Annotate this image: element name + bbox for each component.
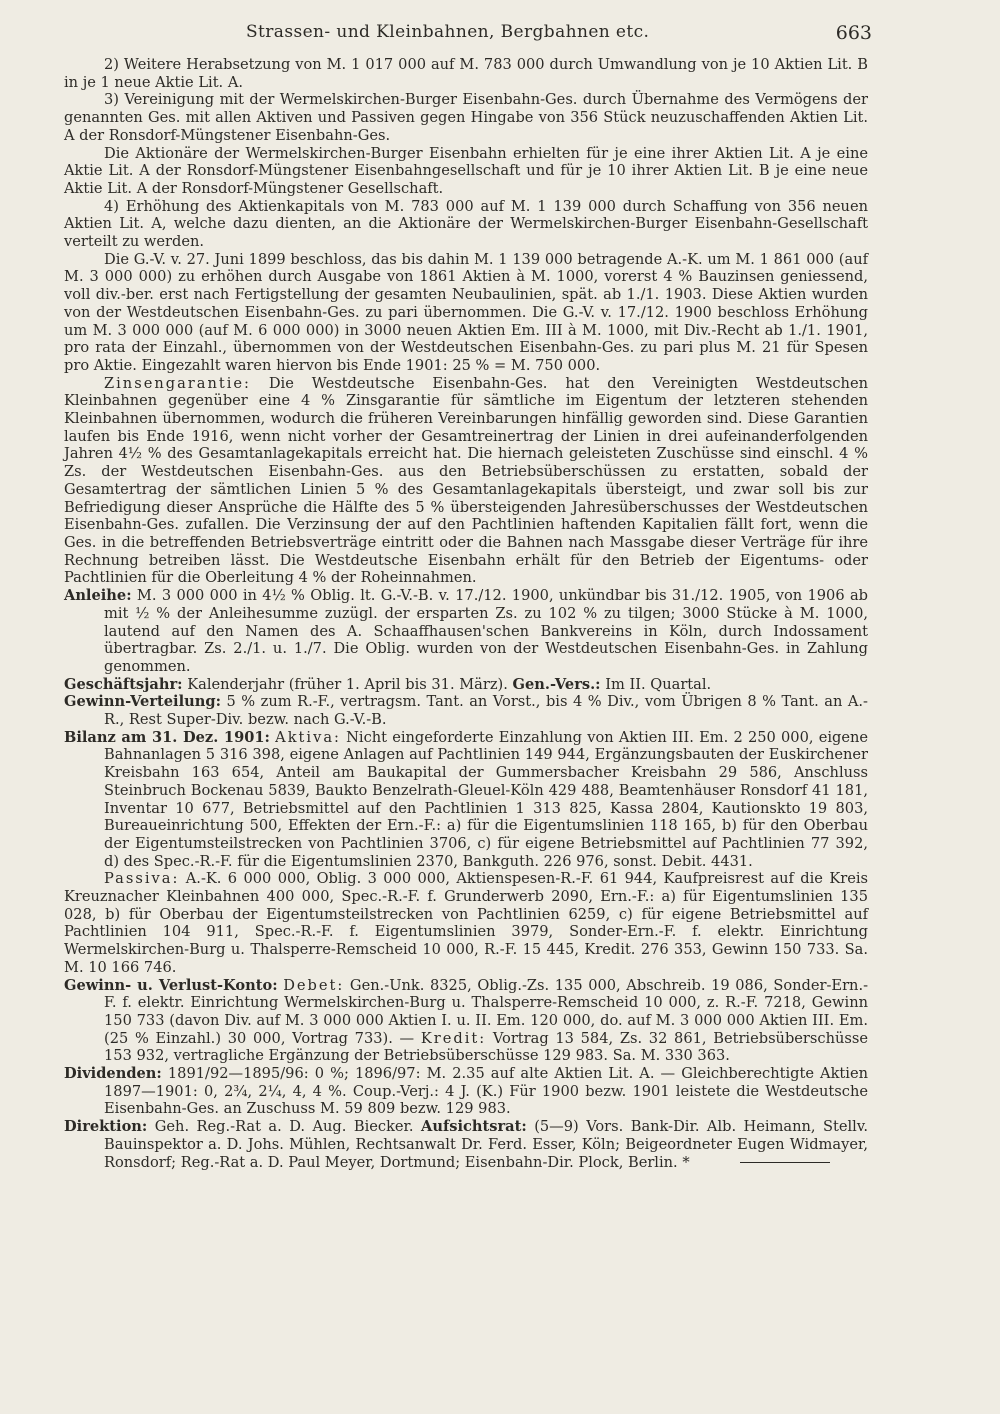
section-bilanz <box>64 729 868 871</box>
section-dividenden <box>64 1065 868 1118</box>
paragraph-merger <box>64 91 868 144</box>
section-label: Gewinn-Verteilung: <box>64 693 221 711</box>
section-gewinn-verteilung <box>64 693 868 728</box>
text-run: Geh. Reg.-Rat a. D. Aug. Biecker. <box>147 1118 422 1136</box>
end-mark: * <box>682 1153 690 1171</box>
section-gewinn-verlust <box>64 977 868 1066</box>
text-run: A.-K. 6 000 000, Oblig. 3 000 000, Aktienspesen-R.-F. 61 944, Kaufpreisrest auf die Kreis Kreuznacher Kleinbahnen 400 000, Spec.-R.-F. f. Grunderwerb 2090, Ern.-F.: a) für Eigentumslinien 135 028, b) für Oberbau der Eigentumsteilstrecken von Pachtlinien 6259, c) für eigene Betriebsmittel auf Pachtlinien 104 911, Spec.-R.-F. f. Eigentumslinien 3979, Sonder-Ern.-F. f. elektr. Einrichtung Wermelskirchen-Burg u. Thalsperre-Remscheid 10 000, R.-F. 15 445, Kredit. 276 353, Gewinn 150 733. Sa. M. 10 166 746. <box>64 870 868 976</box>
section-sublabel: Aktiva: <box>275 728 341 746</box>
section-direktion <box>64 1118 868 1171</box>
section-anleihe <box>64 587 868 676</box>
section-sublabel: Kredit: <box>420 1029 487 1047</box>
section-sublabel: Passiva: <box>104 870 180 888</box>
section-passiva <box>64 870 868 976</box>
text-run: 3) Vereinigung mit der Wermelskirchen-Burger Eisenbahn-Ges. durch Übernahme des Vermögens der genannten Ges. mit allen Aktiven und Passiven gegen Hingabe von 356 Stück neuzuschaffenden Aktien Lit. A der Ronsdorf-Müngstener Eisenbahn-Ges. <box>64 91 868 144</box>
paragraph-interest-guarantee <box>64 375 868 587</box>
text-run: 4) Erhöhung des Aktienkapitals von M. 783 000 auf M. 1 139 000 durch Schaffung von 356 neuen Aktien Lit. A, welche dazu dienten, an die Aktionäre der Wermelskirchen-Burger Eisenbahn-Gesellschaft verteilt zu werden. <box>64 197 868 251</box>
text-run: M. 3 000 000 in 4½ % Oblig. lt. G.-V.-B. v. 17./12. 1900, unkündbar bis 31./12. 1905, von 1906 ab mit ½ % der Anleihesumme zuzügl. der ersparten Zs. zu 102 % zu tilgen; 3000 Stücke à M. 1000, lautend auf den Namen des A. Schaaffhausen'schen Bankvereins in Köln, durch Indossament übertragbar. Zs. 2./1. u. 1./7. Die Oblig. wurden von der Westdeutschen Eisenbahn-Ges. in Zahlung genommen. <box>104 587 868 675</box>
section-label: Dividenden: <box>64 1065 162 1083</box>
section-label: Zinsengarantie: <box>104 374 251 392</box>
text-run: 5 % zum R.-F., vertragsm. Tant. an Vorst., bis 4 % Div., vom Übrigen 8 % Tant. an A.-R., Rest Super-Div. bezw. nach G.-V.-B. <box>104 693 868 729</box>
text-run: 1891/92—1895/96: 0 %; 1896/97: M. 2.35 auf alte Aktien Lit. A. — Gleichberechtigte Aktien 1897—1901: 0, 2¾, 2¼, 4, 4 %. Coup.-Verj.: 4 J. (K.) Für 1900 bezw. 1901 leistete die Westdeutsche Eisenbahn-Ges. an Zuschuss M. 59 809 bezw. 129 983. <box>104 1065 868 1118</box>
paragraph-general-meeting <box>64 251 868 375</box>
section-label: Gen.-Vers.: <box>512 675 601 693</box>
text-run: Nicht eingeforderte Einzahlung von Aktien III. Em. 2 250 000, eigene Bahnanlagen 5 316 398, eigene Anlagen auf Pachtlinien 149 944, Ergänzungsbauten der Euskirchener Kreisbahn 163 654, Anteil am Baukapital der Gummersbacher Kreisbahn 29 586, Anschluss Steinbruch Bockenau 5839, Baukto Benzelrath-Gleuel-Köln 429 488, Beamtenhäuser Ronsdorf 41 181, Inventar 10 677, Betriebsmittel auf den Pachtlinien 1 313 825, Kassa 2804, Kautionskto 19 803, Bureaueinrichtung 500, Effekten der Ern.-F.: a) für die Eigentumslinien 118 165, b) für den Oberbau der Eigentumsteilstrecken von Pachtlinien 3706, c) für eigene Betriebsmittel auf Pachtlinien 77 392, d) des Spec.-R.-F. für die Eigentumslinien 2370, Bankguth. 226 976, sonst. Debit. 4431. <box>104 728 869 870</box>
text-run: Gen.-Unk. 8325, Oblig.-Zs. 135 000, Abschreib. 19 086, Sonder-Ern.-F. f. elektr. Einrichtung Wermelskirchen-Burg u. Thalsperre-Remscheid 10 000, z. R.-F. 7218, Gewinn 150 733 (davon Div. auf M. 3 000 000 Aktien I. u. II. Em. 120 000, do. auf M. 3 000 000 Aktien III. Em. (25 % Einzahl.) 30 000, Vortrag 733). — <box>104 976 869 1047</box>
paragraph-reduction <box>64 56 868 91</box>
section-label: Aufsichtsrat: <box>421 1118 527 1136</box>
text-run: Die G.-V. v. 27. Juni 1899 beschloss, das bis dahin M. 1 139 000 betragende A.-K. um M. 1 861 000 (auf M. 3 000 000) zu erhöhen durch Ausgabe von 1861 Aktien à M. 1000, vorerst 4 % Bauzinsen geniessend, voll div.-ber. erst nach Fertigstellung der gesamten Neubaulinien, spät. ab 1./1. 1903. Diese Aktien wurden von der Westdeutschen Eisenbahn-Ges. zu pari übernommen. Die G.-V. v. 17./12. 1900 beschloss Erhöhung um M. 3 000 000 (auf M. 6 000 000) in 3000 neuen Aktien Em. III à M. 1000, mit Div.-Recht ab 1./1. 1901, pro rata der Einzahl., übernommen von der Westdeutschen Eisenbahn-Ges. zu pari plus M. 21 für Spesen pro Aktie. Eingezahlt waren hiervon bis Ende 1901: 25 % = M. 750 000. <box>64 250 868 374</box>
document-body <box>64 56 868 1171</box>
running-title: Strassen- und Kleinbahnen, Bergbahnen etc. <box>246 22 650 42</box>
end-rule <box>740 1162 830 1163</box>
section-label: Geschäftsjahr: <box>64 675 183 693</box>
text-run: (5—9) Vors. Bank-Dir. Alb. Heimann, Stellv. Bauinspektor a. D. Johs. Mühlen, Rechtsanwalt Dr. Ferd. Esser, Köln; Beigeordneter Eugen Widmayer, Ronsdorf; Reg.-Rat a. D. Paul Meyer, Dortmund; Eisenbahn-Dir. Plock, Berlin. <box>104 1118 868 1171</box>
text-run: Kalenderjahr (früher 1. April bis 31. März). <box>182 675 513 693</box>
section-label: Anleihe: <box>64 587 132 605</box>
text-run: Die Aktionäre der Wermelskirchen-Burger Eisenbahn erhielten für je eine ihrer Aktien Lit. A je eine Aktie Lit. A der Ronsdorf-Müngstener Eisenbahngesellschaft und für je 10 ihrer Aktien Lit. B je eine neue Aktie Lit. A der Ronsdorf-Müngstener Gesellschaft. <box>64 144 868 197</box>
page-number: 663 <box>835 22 872 44</box>
section-geschaeftsjahr <box>64 676 868 694</box>
section-sublabel: Debet: <box>283 976 345 994</box>
paragraph-shareholders <box>64 145 868 198</box>
text-run: 2) Weitere Herabsetzung von M. 1 017 000 auf M. 783 000 durch Umwandlung von je 10 Aktien Lit. B in je 1 neue Aktie Lit. A. <box>64 56 868 91</box>
running-header <box>64 16 872 56</box>
text-run: Vortrag 13 584, Zs. 32 861, Betriebsüberschüsse 153 932, vertragliche Ergänzung der Betriebsüberschüsse 129 983. Sa. M. 330 363. <box>104 1029 868 1065</box>
section-label: Direktion: <box>64 1118 148 1136</box>
section-label: Bilanz am 31. Dez. 1901: <box>64 728 270 746</box>
section-label: Gewinn- u. Verlust-Konto: <box>64 976 278 994</box>
text-run: Im II. Quartal. <box>600 675 712 693</box>
paragraph-capital-increase <box>64 198 868 251</box>
text-run: Die Westdeutsche Eisenbahn-Ges. hat den Vereinigten Westdeutschen Kleinbahnen gegenüber eine 4 % Zinsgarantie für sämtliche im Eigentum der letzteren stehenden Kleinbahnen übernommen, wodurch die früheren Vereinbarungen hinfällig geworden sind. Diese Garantien laufen bis Ende 1916, wenn nicht vorher der Gesamtreinertrag der Linien in drei aufeinanderfolgenden Jahren 4½ % des Gesamtanlagekapitals erreicht hat. Die hiernach geleisteten Zuschüsse sind einschl. 4 % Zs. der Westdeutschen Eisenbahn-Ges. aus den Betriebsüberschüssen zu erstatten, sobald der Gesamtertrag der sämtlichen Linien 5 % des Gesamtanlagekapitals übersteigt, und zwar soll bis zur Befriedigung dieser Ansprüche die Hälfte des 5 % übersteigenden Jahresüberschusses der Westdeutschen Eisenbahn-Ges. zufallen. Die Verzinsung der auf den Pachtlinien haftenden Kapitalien fällt fort, wenn die Ges. in die betreffenden Betriebsverträge eintritt oder die Bahnen nach Massgabe dieser Verträge für ihre Rechnung betreiben lässt. Die Westdeutsche Eisenbahn erhält für den Betrieb der Eigentums- oder Pachtlinien für die Oberleitung 4 % der Roheinnahmen. <box>64 374 868 587</box>
